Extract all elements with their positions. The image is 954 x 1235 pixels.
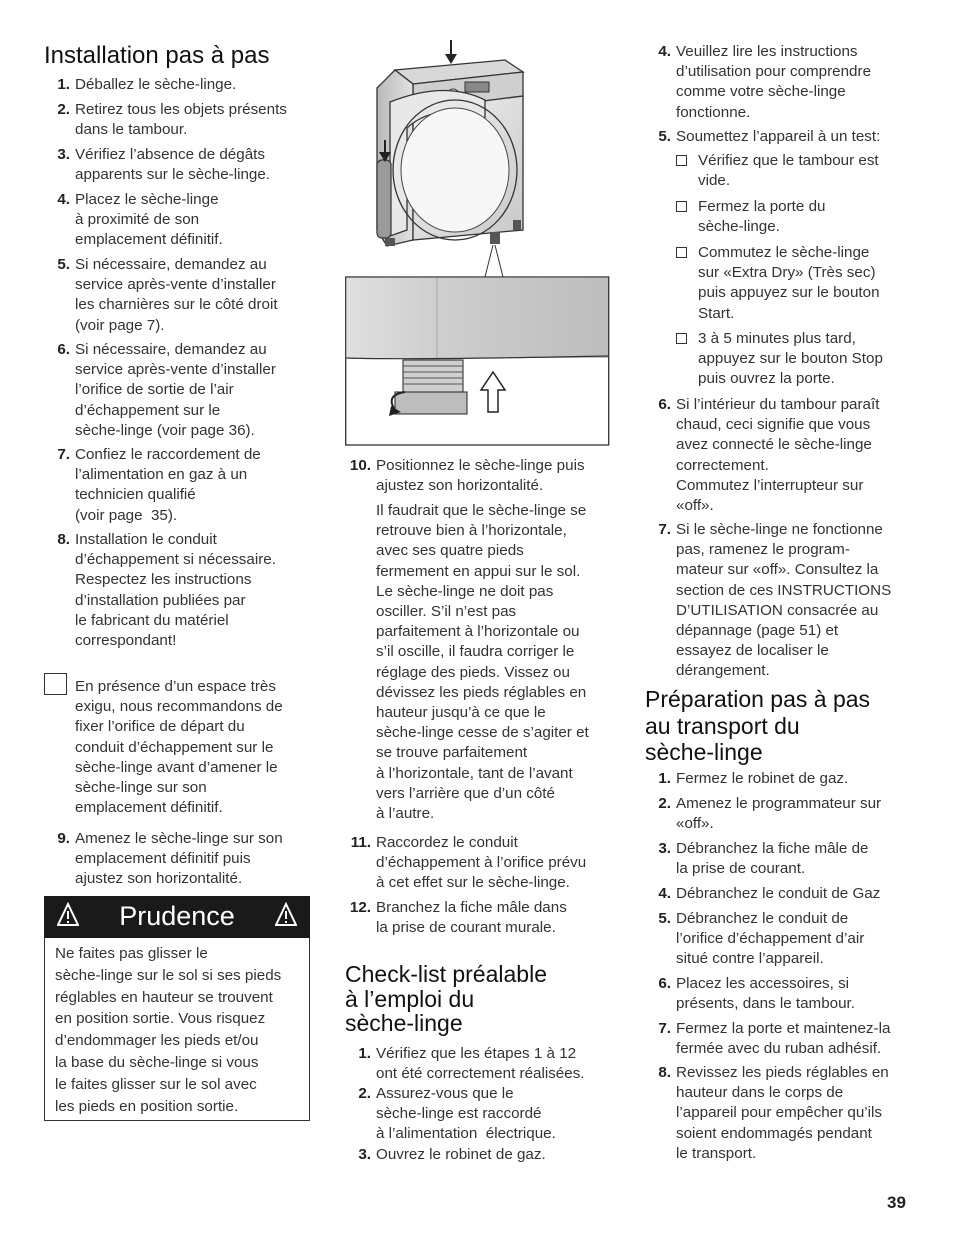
step-number: 11.: [350, 834, 371, 851]
step-number: 8.: [658, 1064, 671, 1081]
step-text: Revissez les pieds réglables en hauteur dans le corps de l’appareil pour empêcher qu’ils soient endommagés pendant le transport.: [676, 1064, 889, 1162]
step-text: Branchez la fiche mâle dans la prise de courant murale.: [376, 899, 567, 937]
step-text: Débranchez la fiche mâle de la prise de courant.: [676, 840, 869, 878]
step-number: 6.: [658, 396, 671, 413]
installation-title: Installation pas à pas: [44, 42, 270, 69]
step-number: 7.: [658, 1020, 671, 1037]
page-number: 39: [887, 1193, 906, 1212]
step-text: Vérifiez l’absence de dégâts apparents sur le sèche-linge.: [75, 146, 271, 184]
warning-box: [44, 938, 310, 1121]
step-text: Confiez le raccordement de l’alimentation en gaz à un technicien qualifié (voir page 35).: [75, 446, 261, 524]
step-text: Soumettez l’appareil à un test:: [676, 128, 881, 145]
note-box-icon: [44, 673, 67, 695]
leveling-paragraph: Il faudrait que le sèche-linge se retrouve bien à l’horizontale, avec ses quatre pieds fermement en appui sur le sol. Le sèche-linge ne doit pas osciller. S’il n’est pas parfaitement à l’horizontale ou s’il oscille, il faudra corriger le réglage des pieds. Vissez ou dévissez les pieds réglables en hauteur jusqu’à ce que le sèche-linge cesse de s’agiter et se trouve parfaitement à l’horizontale, tant de l’avant vers l’arrière que d’un côté à l’autre.: [376, 502, 589, 823]
step-number: 7.: [57, 446, 70, 463]
step-number: 4.: [658, 43, 671, 60]
checkbox-icon: [676, 333, 687, 344]
step-text: Débranchez le conduit de l’orifice d’échappement d’air situé contre l’appareil.: [676, 910, 865, 968]
step-text: Placez le sèche-linge à proximité de son emplacement définitif.: [75, 191, 223, 249]
checkbox-icon: [676, 155, 687, 166]
step-number: 3.: [358, 1146, 371, 1163]
step-number: 2.: [358, 1085, 371, 1102]
test-item-text: 3 à 5 minutes plus tard, appuyez sur le bouton Stop puis ouvrez la porte.: [698, 330, 883, 388]
step-number: 5.: [658, 128, 671, 145]
step-text: Veuillez lire les instructions d’utilisation pour comprendre comme votre sèche-linge fonctionne.: [676, 43, 872, 121]
step-text: Raccordez le conduit d’échappement à l’orifice prévu à cet effet sur le sèche-linge.: [376, 834, 587, 892]
dryer-illustration: [345, 40, 610, 446]
step-number: 4.: [658, 885, 671, 902]
checklist-title: Check-list préalable à l’emploi du sèche-linge: [345, 961, 547, 1036]
warning-header: [44, 896, 310, 938]
step-number: 6.: [658, 975, 671, 992]
step-text: Si nécessaire, demandez au service après-vente d’installer les charnières sur le côté droit (voir page 7).: [75, 256, 278, 334]
step-number: 6.: [57, 341, 70, 358]
step-number: 10.: [349, 457, 371, 474]
step-text: Positionnez le sèche-linge puis ajustez son horizontalité.: [376, 457, 585, 495]
step-number: 2.: [658, 795, 671, 812]
step-number: 5.: [57, 256, 70, 273]
test-item-text: Commutez le sèche-linge sur «Extra Dry» (Très sec) puis appuyez sur le bouton Start.: [698, 244, 880, 322]
warning-triangle-icon: [275, 902, 297, 928]
step-number: 1.: [658, 770, 671, 787]
step-text: Fermez le robinet de gaz.: [676, 770, 849, 787]
step-text: Installation le conduit d’échappement si nécessaire. Respectez les instructions d’installation publiées par le fabricant du matériel correspondant!: [75, 531, 276, 650]
step-text: Assurez-vous que le sèche-linge est raccordé à l’alimentation électrique.: [376, 1085, 556, 1143]
note-text: En présence d’un espace très exigu, nous recommandons de fixer l’orifice de départ du conduit d’échappement sur le sèche-linge avant d’amener le sèche-linge sur son emplacement définitif.: [75, 678, 283, 817]
step-number: 5.: [658, 910, 671, 927]
warning-title: Prudence: [119, 901, 235, 931]
transport-title: Préparation pas à pas au transport du sèche-linge: [645, 686, 871, 765]
step-text: Amenez le sèche-linge sur son emplacement définitif puis ajustez son horizontalité.: [75, 830, 283, 888]
step-text: Si le sèche-linge ne fonctionne pas, ramenez le program- mateur sur «off». Consultez la section de ces INSTRUCTIONS D’UTILISATION consacrée au dépannage (page 51) et essayez de localiser le dérangement.: [676, 521, 892, 680]
step-text: Si l’intérieur du tambour paraît chaud, ceci signifie que vous avez connecté le sèche-linge correctement. Commutez l’interrupteur sur «off».: [676, 396, 880, 515]
warning-text: Ne faites pas glisser le sèche-linge sur le sol si ses pieds réglables en hauteur se trouvent en position sortie. Vous risquez d’endommager les pieds et/ou la base du sèche-linge si vous le faites glisser sur le sol avec les pieds en position sortie.: [55, 945, 282, 1115]
step-text: Ouvrez le robinet de gaz.: [376, 1146, 546, 1163]
step-text: Vérifiez que les étapes 1 à 12 ont été correctement réalisées.: [376, 1045, 585, 1083]
checkbox-icon: [676, 201, 687, 212]
step-number: 1.: [358, 1045, 371, 1062]
step-text: Fermez la porte et maintenez-la fermée avec du ruban adhésif.: [676, 1020, 891, 1058]
step-text: Retirez tous les objets présents dans le tambour.: [75, 101, 287, 139]
step-number: 3.: [57, 146, 70, 163]
checkbox-icon: [676, 247, 687, 258]
step-text: Amenez le programmateur sur «off».: [676, 795, 882, 833]
step-number: 9.: [57, 830, 70, 847]
step-number: 12.: [349, 899, 371, 916]
step-number: 1.: [57, 76, 70, 93]
step-number: 3.: [658, 840, 671, 857]
step-number: 7.: [658, 521, 671, 538]
step-number: 4.: [57, 191, 70, 208]
test-item-text: Vérifiez que le tambour est vide.: [698, 152, 879, 190]
step-number: 8.: [57, 531, 70, 548]
step-text: Déballez le sèche-linge.: [75, 76, 237, 93]
step-text: Placez les accessoires, si présents, dans le tambour.: [676, 975, 855, 1013]
step-number: 2.: [57, 101, 70, 118]
step-text: Débranchez le conduit de Gaz: [676, 885, 881, 902]
step-text: Si nécessaire, demandez au service après-vente d’installer l’orifice de sortie de l’air d’échappement sur le sèche-linge (voir page 36).: [75, 341, 276, 439]
test-item-text: Fermez la porte du sèche-linge.: [698, 198, 826, 236]
